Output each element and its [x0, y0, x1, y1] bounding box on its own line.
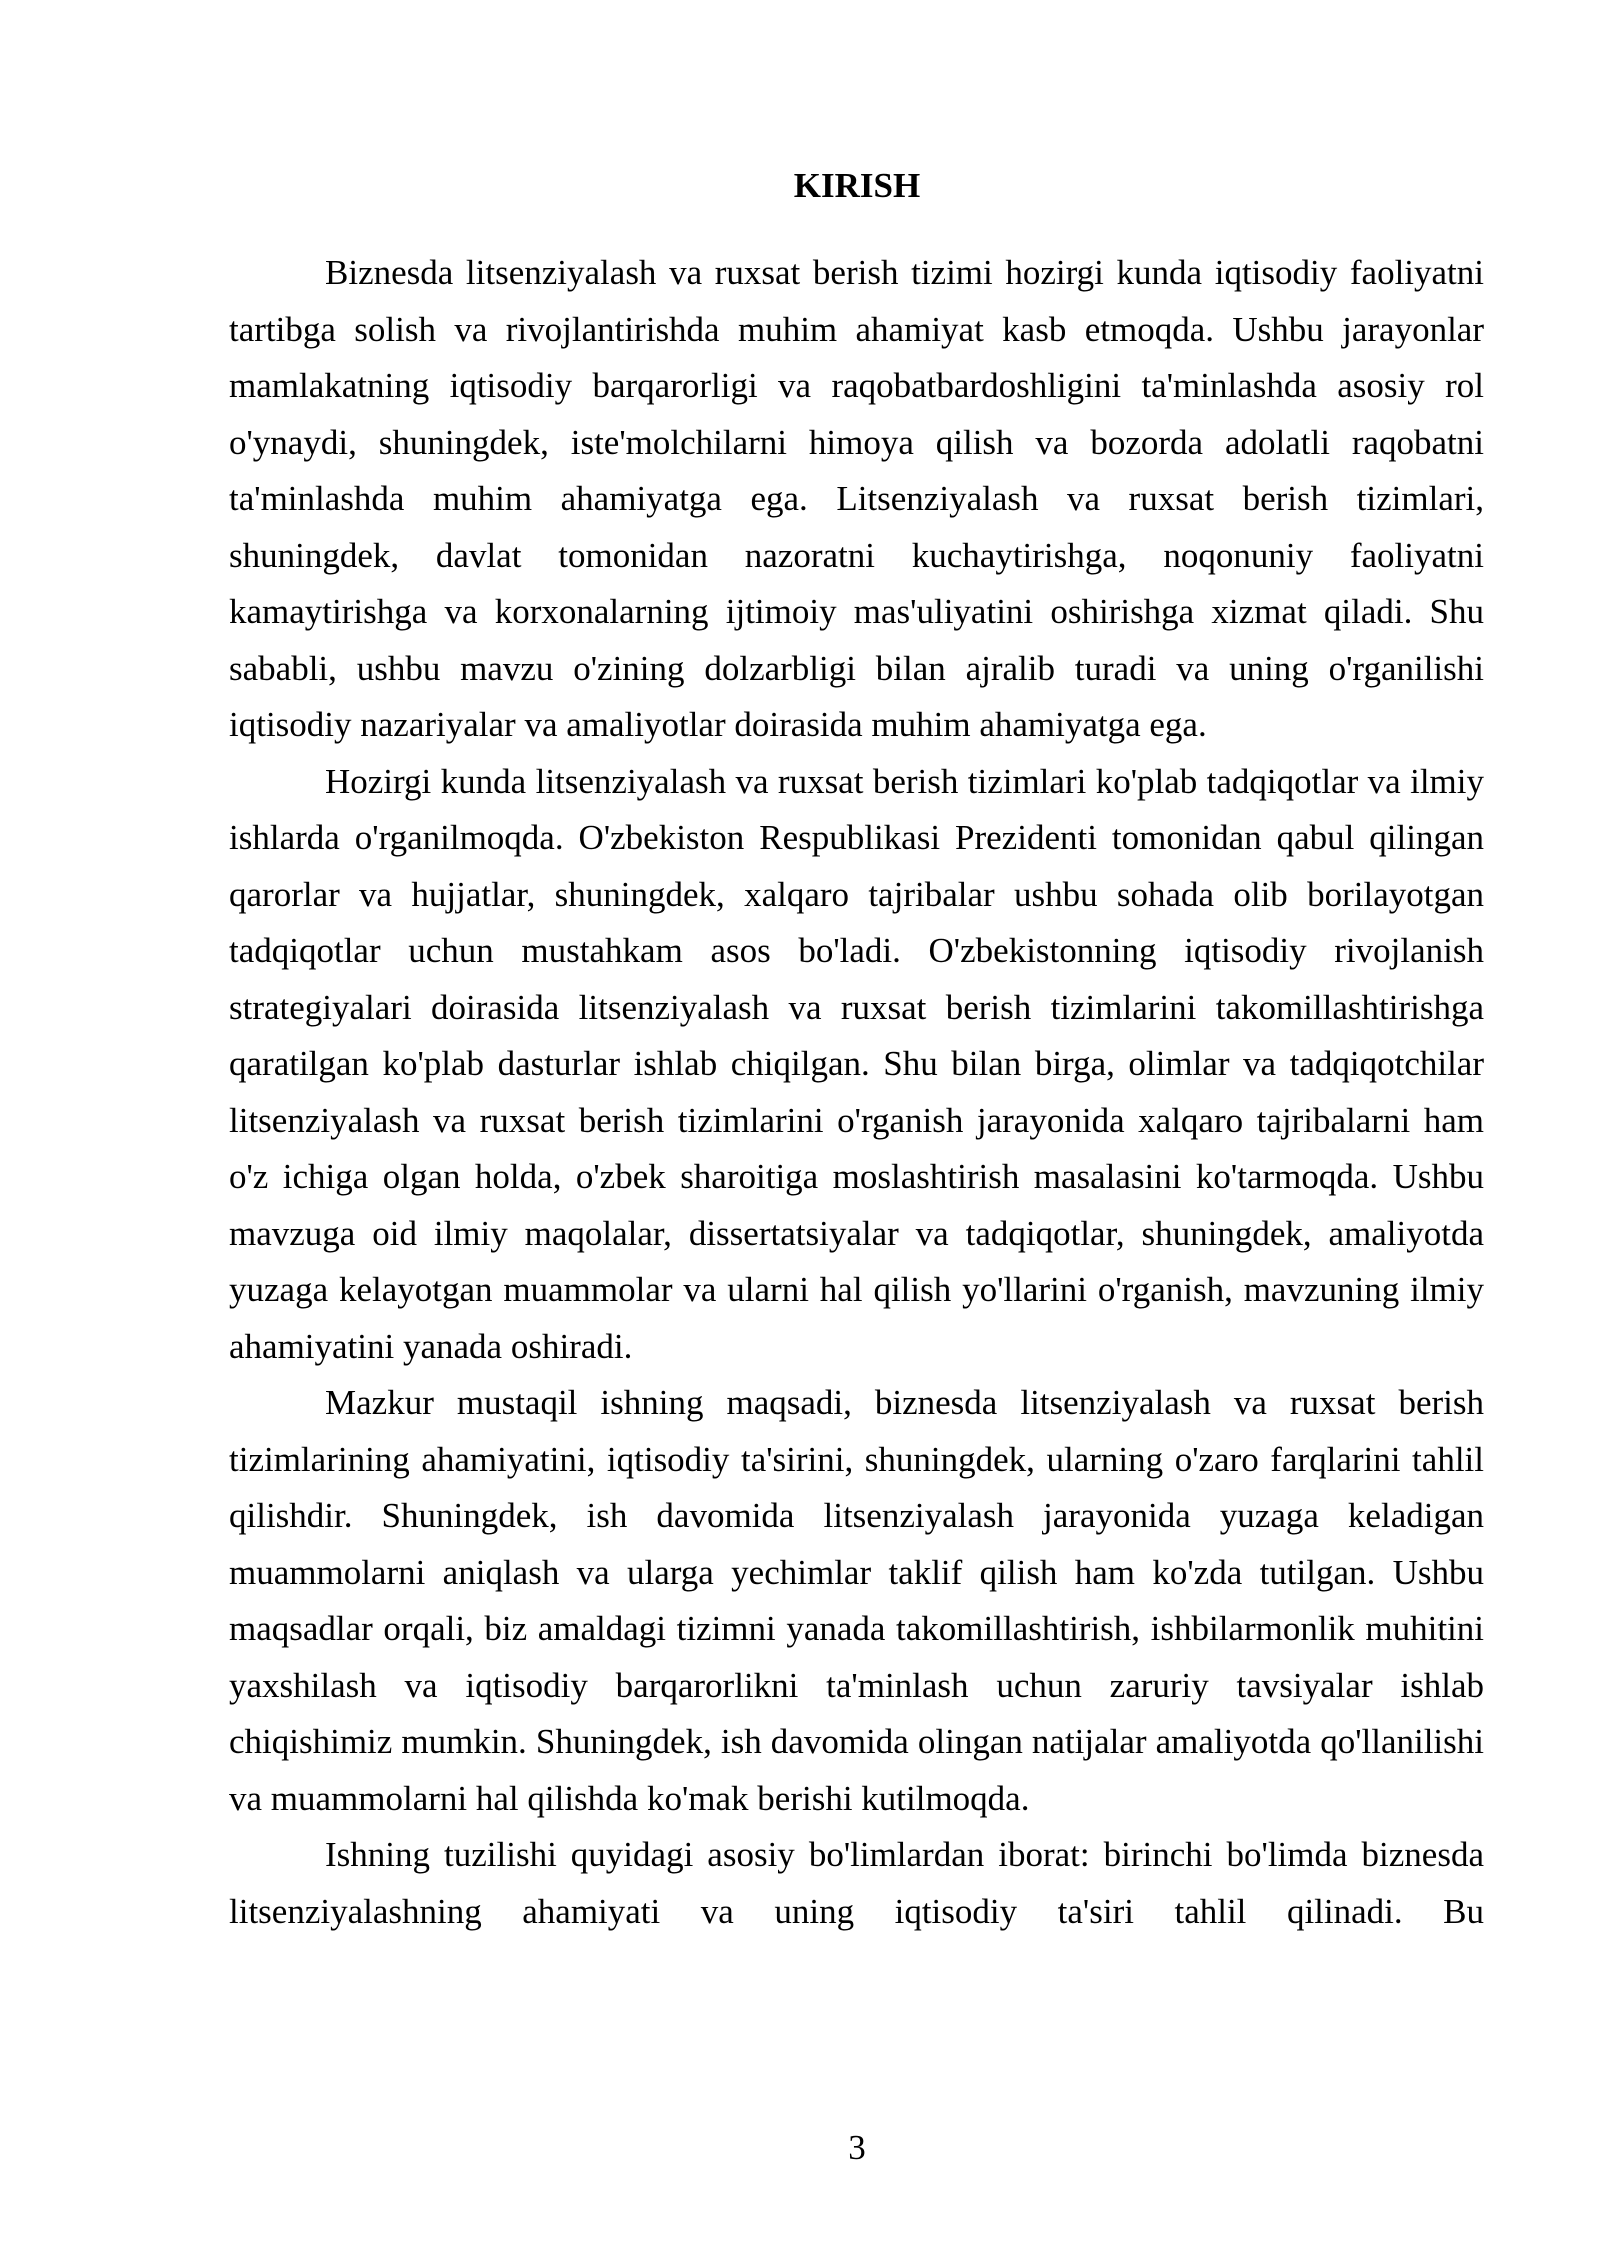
paragraph-work-goal: Mazkur mustaqil ishning maqsadi, biznesda litsenziyalash va ruxsat berish tizimlarining ahamiyatini, iqtisodiy ta'sirini, shuningdek, ularning o'zaro farqlarini tahlil qilishdir. Shuningdek, ish davomida litsenziyalash jarayonida yuzaga keladigan muammolarni aniqlash va ularga yechimlar taklif qilish ham ko'zda tutilgan. Ushbu maqsadlar orqali, biz amaldagi tizimni yanada takomillashtirish, ishbilarmonlik muhitini yaxshilash va iqtisodiy barqarorlikni ta'minlash uchun zaruriy tavsiyalar ishlab chiqishimiz mumkin. Shuningdek, ish davomida olingan natijalar amaliyotda qo'llanilishi va muammolarni hal qilishda ko'mak berishi kutilmoqda.	[229, 1383, 1484, 1818]
document-body	[229, 245, 1484, 1940]
paragraph-research-state: Hozirgi kunda litsenziyalash va ruxsat berish tizimlari ko'plab tadqiqotlar va ilmiy ishlarda o'rganilmoqda. O'zbekiston Respublikasi Prezidenti tomonidan qabul qilingan qarorlar va hujjatlar, shuningdek, xalqaro tajribalar ushbu sohada olib borilayotgan tadqiqotlar uchun mustahkam asos bo'ladi. O'zbekistonning iqtisodiy rivojlanish strategiyalari doirasida litsenziyalash va ruxsat berish tizimlarini takomillashtirishga qaratilgan ko'plab dasturlar ishlab chiqilgan. Shu bilan birga, olimlar va tadqiqotchilar litsenziyalash va ruxsat berish tizimlarini o'rganish jarayonida xalqaro tajribalarni ham o'z ichiga olgan holda, o'zbek sharoitiga moslashtirish masalasini ko'tarmoqda. Ushbu mavzuga oid ilmiy maqolalar, dissertatsiyalar va tadqiqotlar, shuningdek, amaliyotda yuzaga kelayotgan muammolar va ularni hal qilish yo'llarini o'rganish, mavzuning ilmiy ahamiyatini yanada oshiradi.	[229, 761, 1484, 1366]
page-number: 3	[848, 2128, 866, 2167]
paragraph-work-structure: Ishning tuzilishi quyidagi asosiy bo'limlardan iborat: birinchi bo'limda biznesda litsenziyalashning ahamiyati va uning iqtisodiy ta'siri tahlil qilinadi. Bu	[229, 1835, 1484, 1931]
page-title: KIRISH	[793, 166, 921, 205]
paragraph-intro-relevance: Biznesda litsenziyalash va ruxsat berish tizimi hozirgi kunda iqtisodiy faoliyatni tartibga solish va rivojlantirishda muhim ahamiyat kasb etmoqda. Ushbu jarayonlar mamlakatning iqtisodiy barqarorligi va raqobatbardoshligini ta'minlashda asosiy rol o'ynaydi, shuningdek, iste'molchilarni himoya qilish va bozorda adolatli raqobatni ta'minlashda muhim ahamiyatga ega. Litsenziyalash va ruxsat berish tizimlari, shuningdek, davlat tomonidan nazoratni kuchaytirishga, noqonuniy faoliyatni kamaytirishga va korxonalarning ijtimoiy mas'uliyatini oshirishga xizmat qiladi. Shu sababli, ushbu mavzu o'zining dolzarbligi bilan ajralib turadi va uning o'rganilishi iqtisodiy nazariyalar va amaliyotlar doirasida muhim ahamiyatga ega.	[229, 253, 1484, 744]
